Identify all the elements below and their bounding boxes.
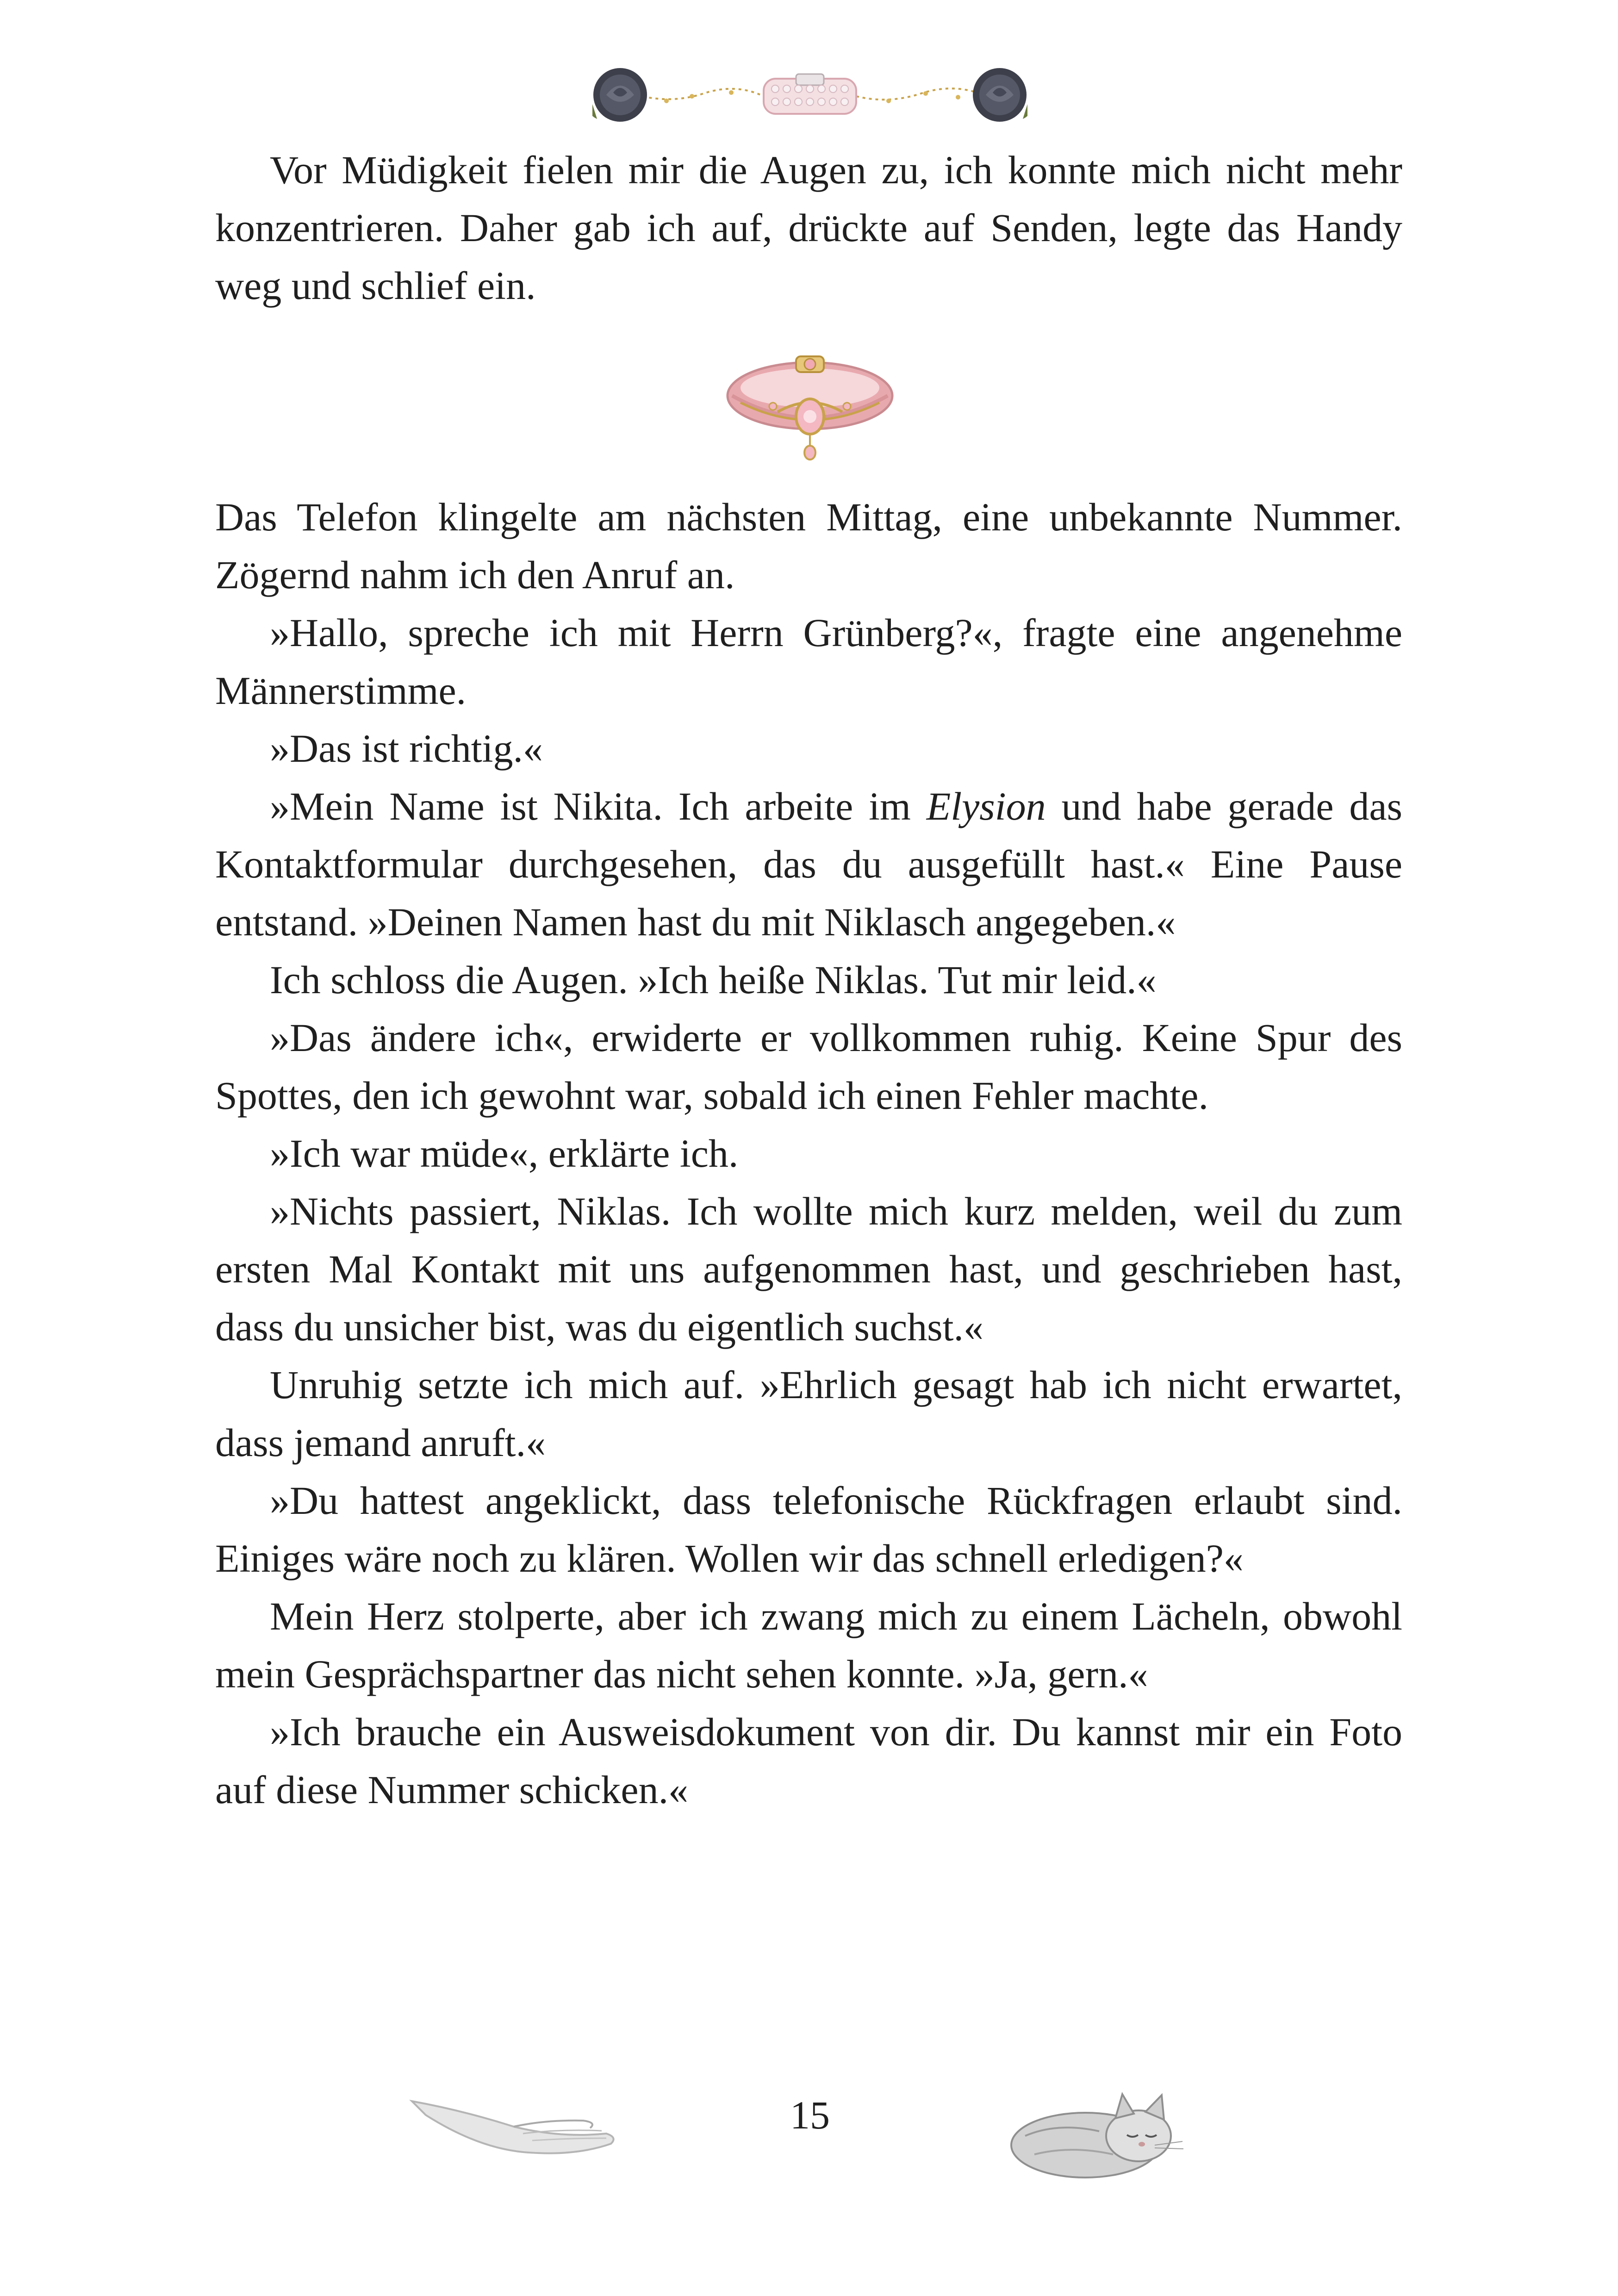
paragraph: Das Telefon klingelte am nächsten Mittag, eine unbekannte Nummer. Zögernd nahm ich den Anruf an. bbox=[215, 495, 1402, 597]
pink-choker-icon bbox=[722, 347, 898, 463]
text-run: »Mein Name ist Nikita. Ich arbeite im bbox=[270, 784, 927, 828]
paragraph: Ich schloss die Augen. »Ich heiße Niklas. Tut mir leid.« bbox=[270, 958, 1157, 1002]
paragraph: »Nichts passiert, Niklas. Ich wollte mich kurz melden, weil du zum ersten Mal Kontakt mit uns aufgenommen hast, und geschrieben hast, dass du unsicher bist, was du eigentlich suchst.« bbox=[215, 1189, 1402, 1349]
paragraph: »Ich war müde«, erklärte ich. bbox=[270, 1131, 739, 1176]
italic-text-run: Elysion bbox=[926, 784, 1046, 828]
paragraph bbox=[215, 778, 1402, 951]
page-number: 15 bbox=[790, 2093, 830, 2137]
text-section-1 bbox=[215, 141, 1402, 315]
paragraph: »Du hattest angeklickt, dass telefonische Rückfragen erlaubt sind. Einiges wäre noch zu klären. Wollen wir das schnell erledigen?« bbox=[215, 1478, 1402, 1580]
open-hand-icon bbox=[407, 2083, 620, 2161]
paragraph: »Das ist richtig.« bbox=[270, 726, 543, 771]
text-section-2 bbox=[215, 488, 1402, 1819]
text-run: und habe gerade das Kontaktformular durchgesehen, das du ausgefüllt hast.« Eine Pause entstand. »Deinen Namen hast du mit Niklasch angegeben.« bbox=[215, 784, 1402, 944]
paragraph: »Ich brauche ein Ausweisdokument von dir. Du kannst mir ein Foto auf diese Nummer schicken.« bbox=[215, 1710, 1402, 1812]
paragraph: »Hallo, spreche ich mit Herrn Grünberg?«, fragte eine angenehme Männerstimme. bbox=[215, 610, 1402, 713]
paragraph: Mein Herz stolperte, aber ich zwang mich zu einem Lächeln, obwohl mein Gesprächspartner das nicht sehen konnte. »Ja, gern.« bbox=[215, 1594, 1402, 1696]
paragraph: »Das ändere ich«, erwiderte er vollkommen ruhig. Keine Spur des Spottes, den ich gewohnt war, sobald ich einen Fehler machte. bbox=[215, 1015, 1402, 1118]
paragraph: Vor Müdigkeit fielen mir die Augen zu, ich konnte mich nicht mehr konzentrieren. Daher gab ich auf, drückte auf Senden, legte das Handy weg und schlief ein. bbox=[215, 148, 1402, 308]
rose-choker-garland-icon bbox=[592, 60, 1027, 130]
paragraph: Unruhig setzte ich mich auf. »Ehrlich gesagt hab ich nicht erwartet, dass jemand anruft.« bbox=[215, 1363, 1402, 1465]
sleeping-kitten-icon bbox=[1007, 2085, 1192, 2182]
